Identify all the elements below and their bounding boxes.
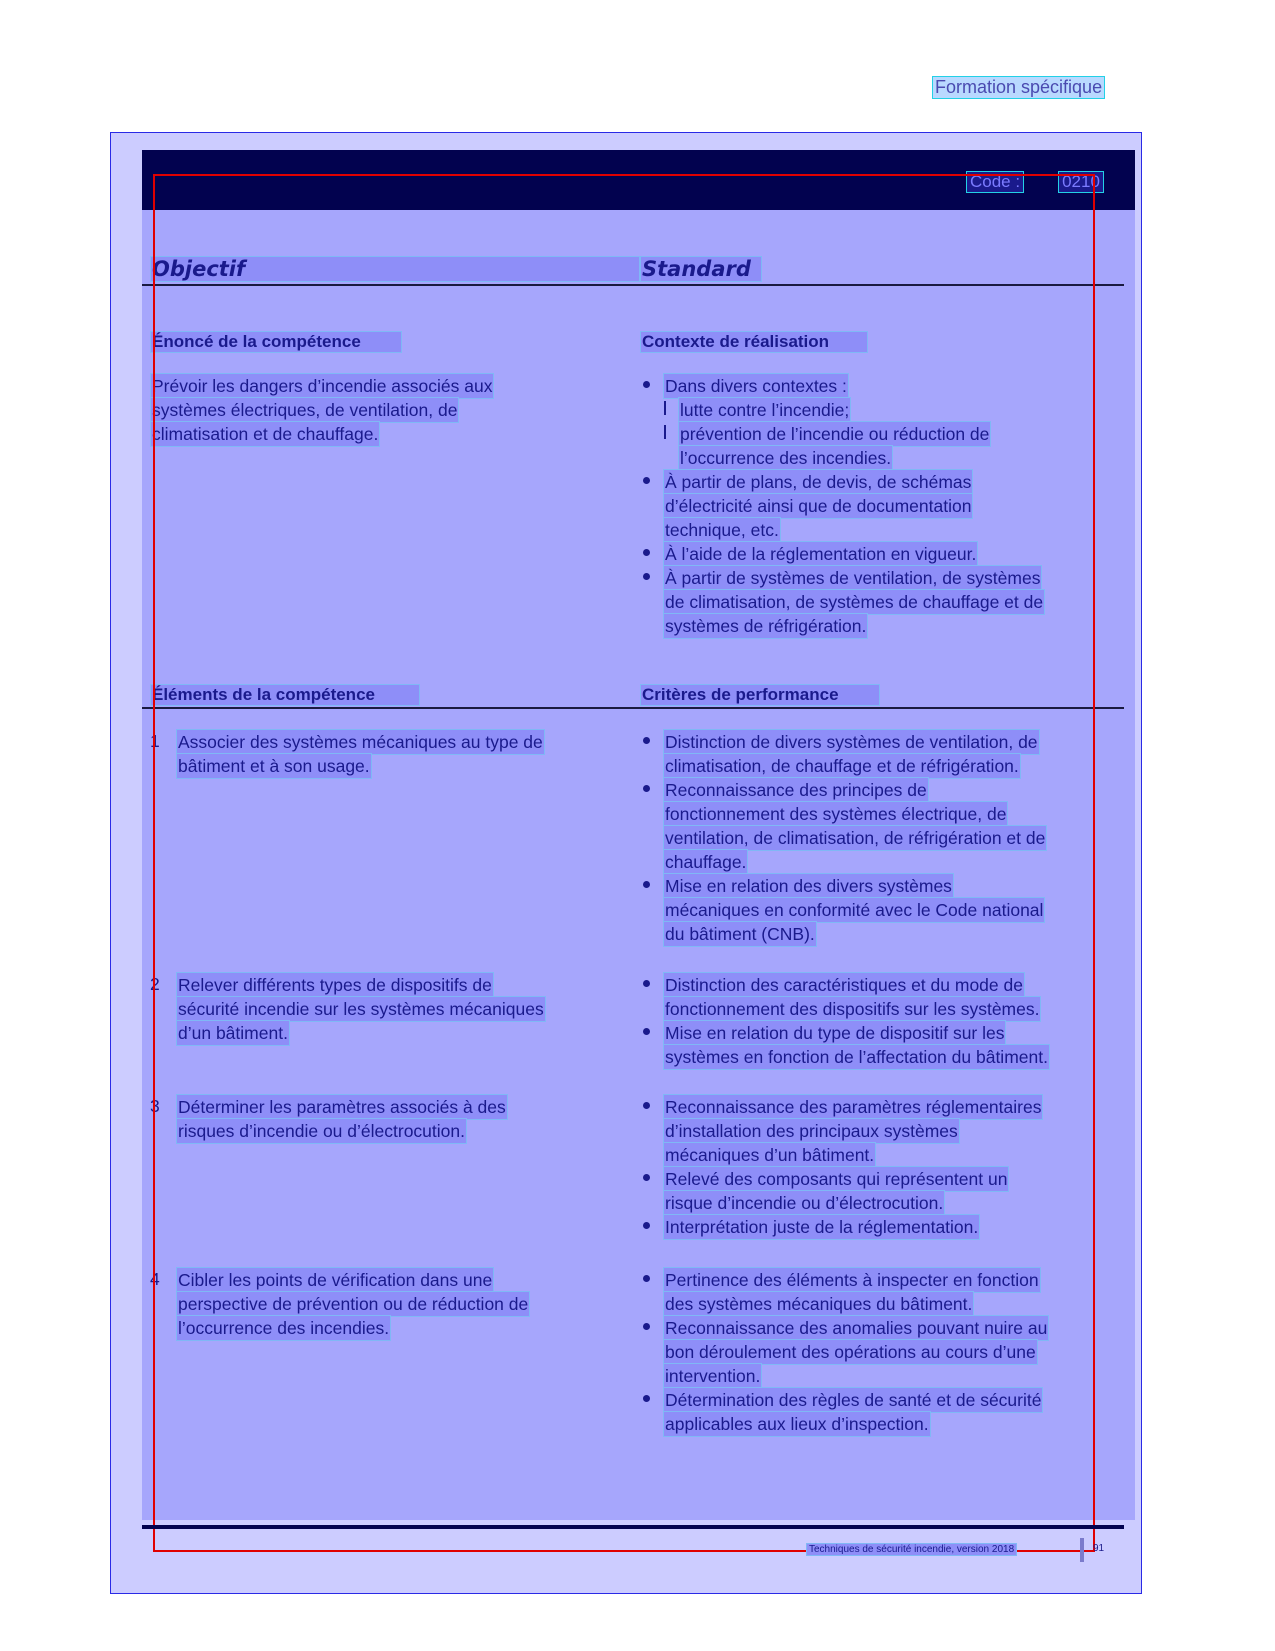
criterion-line-row [663, 873, 954, 899]
criterion-line-row [663, 1339, 1038, 1365]
element-line: d’un bâtiment. [176, 1020, 290, 1046]
criterion-line: Pertinence des éléments à inspecter en fonction [663, 1267, 1041, 1293]
element-line: perspective de prévention ou de réduction de [176, 1291, 530, 1317]
document-header-label: Formation spécifique [932, 76, 1105, 99]
bullet-icon [643, 1395, 650, 1402]
contexte-item-line: l’occurrence des incendies. [678, 445, 893, 471]
criterion-line: mécaniques en conformité avec le Code national [663, 897, 1045, 923]
criterion-line: Distinction de divers systèmes de ventilation, de [663, 729, 1040, 755]
criterion-line-row [663, 1166, 1009, 1192]
contexte-item-line: d’électricité ainsi que de documentation [663, 493, 973, 519]
bullet-icon [643, 737, 650, 744]
criterion-line-row [663, 1291, 974, 1317]
bullet-icon [643, 1275, 650, 1282]
element-number: 2 [150, 974, 160, 994]
criterion-line-row [663, 753, 1021, 779]
criterion-line: Reconnaissance des principes de [663, 777, 929, 803]
criterion-line: Distinction des caractéristiques et du mode de [663, 972, 1025, 998]
contexte-title: Contexte de réalisation [640, 331, 868, 353]
element-line: bâtiment et à son usage. [176, 753, 372, 779]
criterion-line: applicables aux lieux d’inspection. [663, 1411, 931, 1437]
criterion-line-row [663, 801, 1008, 827]
element-line: Associer des systèmes mécaniques au type de [176, 729, 545, 755]
footer-rule [142, 1525, 1124, 1529]
criterion-line-row [663, 1363, 762, 1389]
element-line: l’occurrence des incendies. [176, 1315, 391, 1341]
elements-title: Éléments de la compétence [150, 684, 420, 706]
criterion-line: fonctionnement des systèmes électrique, de [663, 801, 1008, 827]
bullet-icon [643, 1174, 650, 1181]
criterion-line: Mise en relation des divers systèmes [663, 873, 954, 899]
criterion-line: Reconnaissance des anomalies pouvant nuire au [663, 1315, 1049, 1341]
contexte-item-line: Dans divers contextes : [663, 373, 849, 399]
criterion-line-row [663, 777, 929, 803]
enonce-line: climatisation et de chauffage. [150, 421, 380, 447]
code-value: 0210 [1058, 171, 1104, 193]
criterion-line: fonctionnement des dispositifs sur les systèmes. [663, 996, 1041, 1022]
criterion-line: Reconnaissance des paramètres réglementaires [663, 1094, 1043, 1120]
criterion-line-row [663, 897, 1045, 923]
element-line-row [176, 1267, 494, 1293]
criterion-line: systèmes en fonction de l’affectation du bâtiment. [663, 1044, 1050, 1070]
enonce-title: Énoncé de la compétence [150, 331, 402, 353]
element-line-row [176, 1291, 530, 1317]
criterion-line: du bâtiment (CNB). [663, 921, 817, 947]
contexte-item-line: systèmes de réfrigération. [663, 613, 868, 639]
element-line: Cibler les points de vérification dans une [176, 1267, 494, 1293]
contexte-item-line: de climatisation, de systèmes de chauffage et de [663, 589, 1045, 615]
bullet-icon [643, 980, 650, 987]
footer-text: Techniques de sécurité incendie, version 2018 [806, 1543, 1017, 1556]
criterion-line: bon déroulement des opérations au cours d’une [663, 1339, 1038, 1365]
bullet-icon [643, 881, 650, 888]
bullet-icon [643, 1323, 650, 1330]
element-line: Relever différents types de dispositifs de [176, 972, 494, 998]
criterion-line-row [663, 1044, 1050, 1070]
criterion-line-row [663, 1214, 980, 1240]
criterion-line-row [663, 921, 817, 947]
criterion-line: chauffage. [663, 849, 748, 875]
bullet-icon [643, 1102, 650, 1109]
page-number: 91 [1093, 1543, 1105, 1554]
element-line-row [176, 996, 546, 1022]
criterion-line-row [663, 1142, 876, 1168]
element-line-row [176, 1020, 290, 1046]
element-line-row [176, 753, 372, 779]
criterion-line: Mise en relation du type de dispositif sur les [663, 1020, 1006, 1046]
criterion-line-row [663, 1118, 960, 1144]
contexte-item-line: À partir de systèmes de ventilation, de systèmes [663, 565, 1042, 591]
criterion-line: risque d’incendie ou d’électrocution. [663, 1190, 945, 1216]
element-number: 3 [150, 1096, 160, 1116]
criterion-line-row [663, 1411, 931, 1437]
contexte-item-line: lutte contre l’incendie; [678, 397, 851, 423]
criterion-line-row [663, 1315, 1049, 1341]
column-title-standard: Standard [640, 256, 762, 282]
element-line-row [176, 1118, 467, 1144]
element-line-row [176, 972, 494, 998]
bullet-icon [643, 1222, 650, 1229]
criterion-line-row [663, 825, 1047, 851]
criterion-line-row [663, 1387, 1043, 1413]
criterion-line: Détermination des règles de santé et de sécurité [663, 1387, 1043, 1413]
bullet-icon [643, 785, 650, 792]
criterion-line-row [663, 1190, 945, 1216]
element-number: 1 [150, 731, 160, 751]
column-title-objectif: Objectif [150, 256, 640, 282]
element-line-row [176, 1094, 508, 1120]
criterion-line: d’installation des principaux systèmes [663, 1118, 960, 1144]
criterion-line: des systèmes mécaniques du bâtiment. [663, 1291, 974, 1317]
code-label: Code : [966, 171, 1024, 193]
element-number: 4 [150, 1269, 160, 1289]
element-line: Déterminer les paramètres associés à des [176, 1094, 508, 1120]
criterion-line: intervention. [663, 1363, 762, 1389]
criterion-line-row [663, 972, 1025, 998]
element-line-row [176, 729, 545, 755]
criterion-line: mécaniques d’un bâtiment. [663, 1142, 876, 1168]
criterion-line: climatisation, de chauffage et de réfrigération. [663, 753, 1021, 779]
contexte-item-line: technique, etc. [663, 517, 781, 543]
element-line-row [176, 1315, 391, 1341]
criterion-line-row [663, 1267, 1041, 1293]
contexte-item-line: À l’aide de la réglementation en vigueur. [663, 541, 978, 567]
criterion-line-row [663, 996, 1041, 1022]
criterion-line: ventilation, de climatisation, de réfrigération et de [663, 825, 1047, 851]
criterion-line: Interprétation juste de la réglementation. [663, 1214, 980, 1240]
criterion-line: Relevé des composants qui représentent un [663, 1166, 1009, 1192]
enonce-line: Prévoir les dangers d’incendie associés aux [150, 373, 494, 399]
footer-separator [1080, 1538, 1084, 1562]
criterion-line-row [663, 729, 1040, 755]
criterion-line-row [663, 849, 748, 875]
criterion-line-row [663, 1094, 1043, 1120]
element-line: sécurité incendie sur les systèmes mécaniques [176, 996, 546, 1022]
criteres-title: Critères de performance [640, 684, 880, 706]
enonce-line: systèmes électriques, de ventilation, de [150, 397, 459, 423]
contexte-item-line: prévention de l’incendie ou réduction de [678, 421, 991, 447]
contexte-item-line: À partir de plans, de devis, de schémas [663, 469, 973, 495]
bullet-icon [643, 1028, 650, 1035]
element-line: risques d’incendie ou d’électrocution. [176, 1118, 467, 1144]
criterion-line-row [663, 1020, 1006, 1046]
